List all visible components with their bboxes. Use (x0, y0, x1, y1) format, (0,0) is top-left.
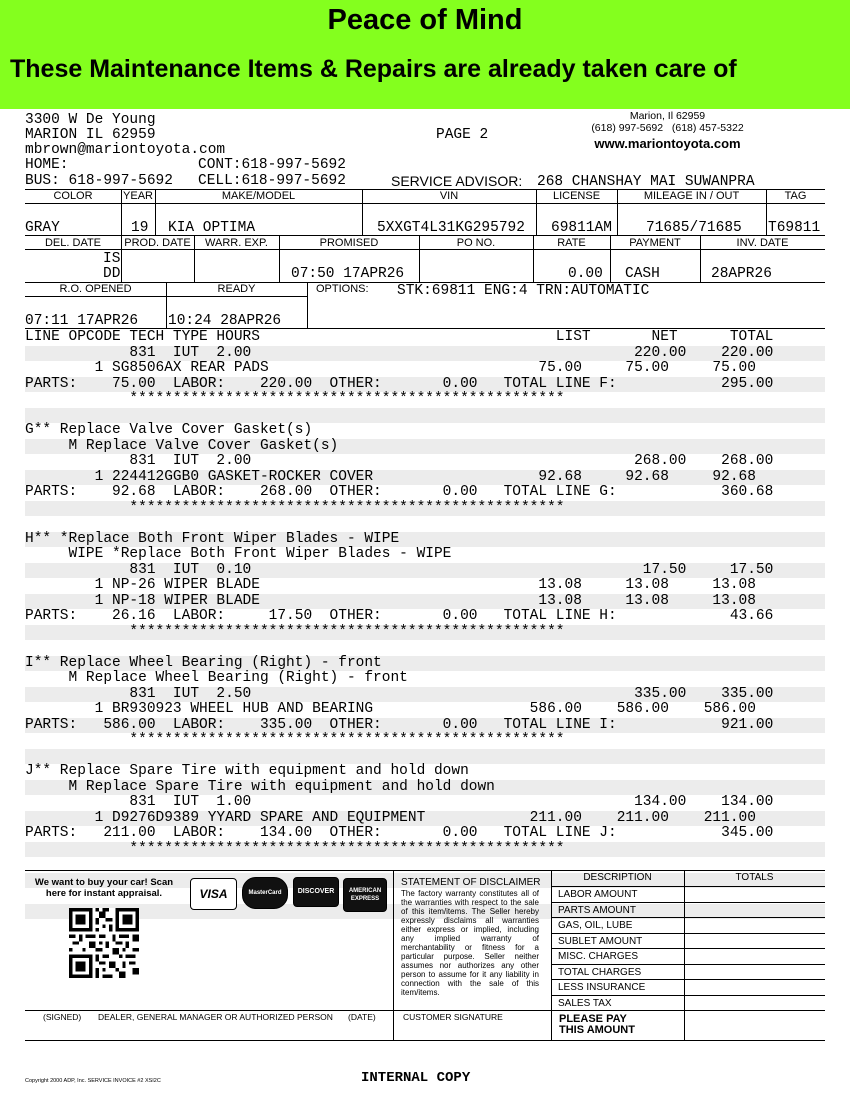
advisor-label: SERVICE ADVISOR: (391, 173, 523, 189)
ro-opened-label: R.O. OPENED (59, 283, 132, 295)
totals-header: TOTALS (735, 872, 774, 883)
line-item-row: PARTS: 75.00 LABOR: 220.00 OTHER: 0.00 TOTAL LINE F: 295.00 (25, 377, 825, 393)
description-header: DESCRIPTION (583, 872, 652, 883)
mastercard-icon: MasterCard (242, 877, 288, 909)
line-items (25, 330, 825, 919)
description-item: SALES TAX (551, 995, 684, 1011)
tag-label: TAG (784, 190, 807, 202)
line-item-row: H** *Replace Both Front Wiper Blades - WIPE (25, 532, 825, 548)
options-value: STK:69811 ENG:4 TRN:AUTOMATIC (397, 283, 650, 299)
internal-copy: INTERNAL COPY (361, 1070, 471, 1086)
prod-date-label: PROD. DATE (124, 237, 191, 249)
rate-value: 0.00 (568, 266, 603, 282)
line-item-row: M Replace Spare Tire with equipment and hold down (25, 780, 825, 796)
line-item-row: 1 BR930923 WHEEL HUB AND BEARING 586.00 586.00 586.00 (25, 701, 756, 717)
inv-date-label: INV. DATE (736, 237, 789, 249)
inv-date-value: 28APR26 (711, 266, 772, 282)
line-item-row: M Replace Valve Cover Gasket(s) (25, 439, 825, 455)
line-item-row: ************************************************** (25, 732, 565, 748)
line-item-row: M Replace Wheel Bearing (Right) - front (25, 670, 408, 686)
license-label: LICENSE (552, 190, 601, 202)
del-date-value2: DD (103, 266, 121, 282)
mileage-label: MILEAGE IN / OUT (643, 190, 740, 202)
license-value: 69811AM (551, 220, 612, 236)
line-item-row: 831 IUT 2.00 268.00 268.00 (25, 453, 774, 469)
visa-card-icon: VISA (190, 878, 237, 910)
line-item-row: I** Replace Wheel Bearing (Right) - front (25, 656, 825, 672)
line-item-row: ************************************************** (25, 501, 825, 517)
del-date-label: DEL. DATE (44, 237, 102, 249)
dealer-city: Marion, Il 62959 (629, 110, 706, 122)
home-phone: HOME: (25, 157, 69, 173)
options-label: OPTIONS: (316, 283, 369, 295)
color-value: GRAY (25, 220, 60, 236)
description-item: MISC. CHARGES (551, 948, 684, 964)
banner (0, 0, 850, 109)
line-item-row: 1 SG8506AX REAR PADS 75.00 75.00 75.00 (25, 360, 756, 376)
address-line1: 3300 W De Young (25, 112, 156, 128)
this-amount: THIS AMOUNT (559, 1024, 635, 1036)
bus-phone: BUS: 618-997-5692 (25, 173, 173, 189)
description-item: TOTAL CHARGES (551, 964, 684, 980)
description-item: GAS, OIL, LUBE (551, 917, 684, 933)
line-item-row: PARTS: 586.00 LABOR: 335.00 OTHER: 0.00 TOTAL LINE I: 921.00 (25, 718, 825, 734)
disclaimer-title: STATEMENT OF DISCLAIMER (401, 877, 541, 888)
line-item-row: 1 224412GGB0 GASKET-ROCKER COVER 92.68 92.68 92.68 (25, 470, 825, 486)
dealer-phones: (618) 997-5692 (618) 457-5322 (591, 122, 744, 134)
make-label: MAKE/MODEL (221, 190, 296, 202)
line-item-row: WIPE *Replace Both Front Wiper Blades - WIPE (25, 546, 452, 562)
line-item-row: J** Replace Spare Tire with equipment and hold down (25, 763, 469, 779)
make-value: KIA OPTIMA (168, 220, 256, 236)
mileage-value: 71685/71685 (646, 220, 742, 236)
amex-card-icon: AMERICAN EXPRESS (343, 878, 387, 912)
dealer-website: www.mariontoyota.com (594, 136, 741, 151)
line-item-row: ************************************************** (25, 842, 825, 858)
vin-label: VIN (439, 190, 459, 202)
signed-label: (SIGNED) (43, 1012, 82, 1022)
address-line2: MARION IL 62959 (25, 127, 156, 143)
ready-value: 10:24 28APR26 (168, 313, 282, 329)
line-item-row: PARTS: 211.00 LABOR: 134.00 OTHER: 0.00 TOTAL LINE J: 345.00 (25, 825, 774, 841)
line-item-row: 1 NP-18 WIPER BLADE 13.08 13.08 13.08 (25, 594, 825, 610)
tag-value: T69811 (768, 220, 821, 236)
rate-label: RATE (557, 237, 586, 249)
promised-value: 07:50 17APR26 (291, 266, 405, 282)
discover-card-icon: DISCOVER (293, 877, 339, 907)
banner-title: Peace of Mind (327, 4, 523, 36)
page-number: PAGE 2 (436, 127, 489, 143)
promised-label: PROMISED (319, 237, 379, 249)
qr-code[interactable] (69, 908, 139, 978)
cell-phone: CELL:618-997-5692 (198, 173, 346, 189)
line-item-row: 831 IUT 2.50 335.00 335.00 (25, 687, 825, 703)
year-value: 19 (131, 220, 149, 236)
warr-exp-label: WARR. EXP. (205, 237, 268, 249)
line-item-row: 831 IUT 0.10 17.50 17.50 (25, 563, 825, 579)
line-item-row: ************************************************** (25, 625, 825, 641)
line-item-row: 831 IUT 2.00 220.00 220.00 (25, 346, 825, 362)
payment-label: PAYMENT (629, 237, 681, 249)
line-item-row (25, 408, 825, 424)
del-date-value1: IS (103, 251, 121, 267)
description-item: LABOR AMOUNT (551, 886, 684, 902)
customer-signature-label: CUSTOMER SIGNATURE (403, 1012, 503, 1022)
ready-label: READY (217, 283, 256, 295)
line-item-row: ************************************************** (25, 391, 565, 407)
banner-subtitle: These Maintenance Items & Repairs are already taken care of (10, 55, 737, 83)
color-label: COLOR (53, 190, 93, 202)
payment-value: CASH (625, 266, 660, 282)
disclaimer-body: The factory warranty constitutes all of the warranties with respect to the sale of this item/items. The Seller hereby expressly disclaims all warranties either express or implied, including any implied warranty of merchantability or fitness for a particular purpose. Seller neither assumes nor authorizes any other person to assume for it any liability in connection with the sale of this item/items. (401, 889, 539, 997)
description-item: LESS INSURANCE (551, 979, 684, 995)
line-item-row (25, 516, 825, 532)
line-item-row: 831 IUT 1.00 134.00 134.00 (25, 794, 774, 810)
line-item-row: 1 D9276D9389 YYARD SPARE AND EQUIPMENT 211.00 211.00 211.00 (25, 811, 825, 827)
date-label: (DATE) (348, 1012, 376, 1022)
advisor-value: 268 CHANSHAY MAI SUWANPRA (537, 174, 755, 190)
description-item: PARTS AMOUNT (551, 902, 684, 918)
po-label: PO NO. (456, 237, 496, 249)
email: mbrown@mariontoyota.com (25, 142, 226, 158)
please-pay: PLEASE PAY (559, 1013, 627, 1025)
ro-opened-value: 07:11 17APR26 (25, 313, 139, 329)
line-item-row (25, 749, 825, 765)
dealer-signature-label: DEALER, GENERAL MANAGER OR AUTHORIZED PERSON (98, 1012, 333, 1022)
year-label: YEAR (123, 190, 153, 202)
copyright: Copyright 2000 ADP, Inc. SERVICE INVOICE #2 XSI2C (25, 1078, 161, 1084)
line-item-row: 1 NP-26 WIPER BLADE 13.08 13.08 13.08 (25, 577, 756, 593)
vin-value: 5XXGT4L31KG295792 (377, 220, 525, 236)
line-item-row: LINE OPCODE TECH TYPE HOURS LIST NET TOTAL (25, 329, 774, 345)
description-item: SUBLET AMOUNT (551, 933, 684, 949)
cont-phone: CONT:618-997-5692 (198, 157, 346, 173)
line-item-row: PARTS: 26.16 LABOR: 17.50 OTHER: 0.00 TOTAL LINE H: 43.66 (25, 608, 774, 624)
line-item-row: G** Replace Valve Cover Gasket(s) (25, 422, 313, 438)
line-item-row: PARTS: 92.68 LABOR: 268.00 OTHER: 0.00 TOTAL LINE G: 360.68 (25, 484, 774, 500)
buy-your-car-text: We want to buy your car! Scan here for instant appraisal. (34, 877, 174, 899)
line-item-row (25, 640, 825, 656)
